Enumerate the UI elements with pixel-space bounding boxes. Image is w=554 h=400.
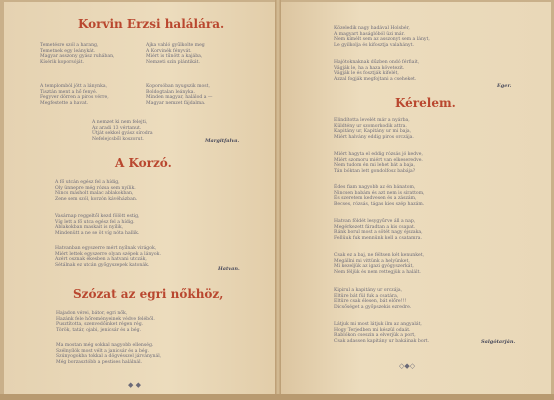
poem-korzo-author: Hatvan. [218,266,240,272]
poem-szozat-stanza-2: Ma mostan még sokkal nagyobb ellenség. Szélnyílók most vélt a janicsár és a bég. Szúnyogokba tokkal a dögvésszel járványnál, Még borzasztóbb a pestises halálnál. [56,343,162,366]
poem-kerelem-stanza-2: Miért hagyta el eddig rózsás jó kedve, Miért szomoru miért van elkeseredve. Nem tudom én mi lehet bát a baja, Tán bóktan lett gondolfosz babája? [334,152,423,175]
poem-title-kerelem: Kérelem. [395,96,456,110]
poem-korvin-stanza-1: Temetésre szól a harang, Temetnek egy leánykát. Magyar asszony gyász ruhában, Kísérik koporsóját. [40,43,115,66]
poem-kerelem-stanza-4: Hatvan földét lesygyűrve áll a nap, Megérkezett fáradtan a kis csapat. Ránk borul most a sötét nagy éjszaka, Fellüuk fuk mennünk kell a csatamra. [334,219,423,242]
poem-szozat-stanza-1: Hajadon vérei, bátor, egri nők, Hazánk fele hőreményeinek védve feléből. Pusztította, szenvedőinket régen rég. Török, tatár, ojabi, jenicsár és a bég. [56,311,155,334]
poem-title-szozat: Szózat az egri nőkhöz, [73,287,224,301]
poem-korvin-stanza-3: A templomból jött a lánynka, Tisztán ment a hő fenyé. Fegyver dörren a piros vérre, Megfestette a havat. [40,84,109,107]
poem-title-korvin: Korvin Erzsi halálára. [78,17,225,31]
poem-right-stanza-1: Közeledik nagy hadával Holsbér, A magyart haságlóból üzi már. Nem kímélt sem az asszonyt sem a lányt, Le gyilkolja és kifosztja valahányt. [334,26,430,49]
poem-korvin-stanza-2: Ajka vahló gyűlkolte meg A Korvinék fényvát. Miért is tűnött a kajába, Nemzeti szín plántikát. [146,43,205,66]
bottom-fold [0,394,554,400]
poem-kerelem-stanza-5: Csak ez a baj, ne féltsen két kenunket, Megállni mi vittünk a helyünket, Mi kezeljük az igazi gyógyszerkát, Nem féljük és nem rettegjük a halált. [334,253,425,276]
poem-korvin-stanza-5: A nemzet ki nem felejti, Az aradi 13 vértanut. Útját sekkel gyász sírodra Nefelejcsből koszorut. [92,120,153,143]
poem-right-stanza-2: Hajótoknaknak dűzben ondó férfiait, Vágják le, ha a haza követezit. Vágják le és fosztják kifelét, Azzal fogják megfojtani a cseheket. [334,60,420,83]
poem-kerelem-author: Salgótarján. [481,339,516,345]
right-page-ornament: ◇◆◇ [399,362,416,370]
poem-kerelem-stanza-3: Édes fiam nagyobb az én bánatom, Nincsen babám és azt nem is sirattom, És szeretem kedvesen és a zászám, Becses, rózsás, tágas kies szép hazám. [334,185,425,208]
poem-korzo-stanza-1: A fő utcán egész fel a hídig, Oly ünnepre még rózsa sem nyílik. Nincs másholt malac ablakokban, Zene sem szól, korzón kávéházban. [55,180,138,203]
poem-korzo-stanza-3: Hatvanban egyszerre mért nyílnak virágok, Miért lettek egyszerre olyan szépek a lányok. Azért osznak ékesben a hatvani utczák, Sétálnak ez utcán győgyszepek katonák. [55,246,161,269]
poem-title-korzo: A Korzó. [115,156,172,170]
page-gutter [275,0,281,400]
poem-kerelem-stanza-1: Elindította levelét már a nyárba, Küldtény ur szomorkodik attra. Kapitány ur, Kapitány ur mi baja, Miért halvány eddig piros orczája. [334,118,414,141]
left-page-ornament: ◆ ◆ [128,381,141,389]
poem-korzo-stanza-2: Vasárnap reggeltől kezd fölött estig, Víg lett a fő utca egész fel a hídig. Ablakokban maskait is nyílik, Mindenütt a ne se öt víg nóta hallik. [55,214,140,237]
poem-korvin-stanza-4: Koporsóban nyugszik most, Boldogtalan leányka. Minden magyar, halálod a — Magyar nemzet fájdalma. [146,84,213,107]
poem-kerelem-stanza-7: Látjuk mi most látjuk ilm az angyalát, Hogy Terjedben mi készül odaát. Rablókon cseszin a elverjük a port, Csak adassen kapitány ur bakáinak bort. [334,322,430,345]
poem-korvin-author: Margitfalva. [205,138,240,144]
poem-kerelem-stanza-6: Kipirul a kapitány ur orczája, Eltüre bát fül fuk a csatára, Eltüre csak élesen, bát előre!!! Dicsőséget a győpszekis ezredre. [334,288,412,311]
poem-right-author: Eger. [497,83,512,89]
